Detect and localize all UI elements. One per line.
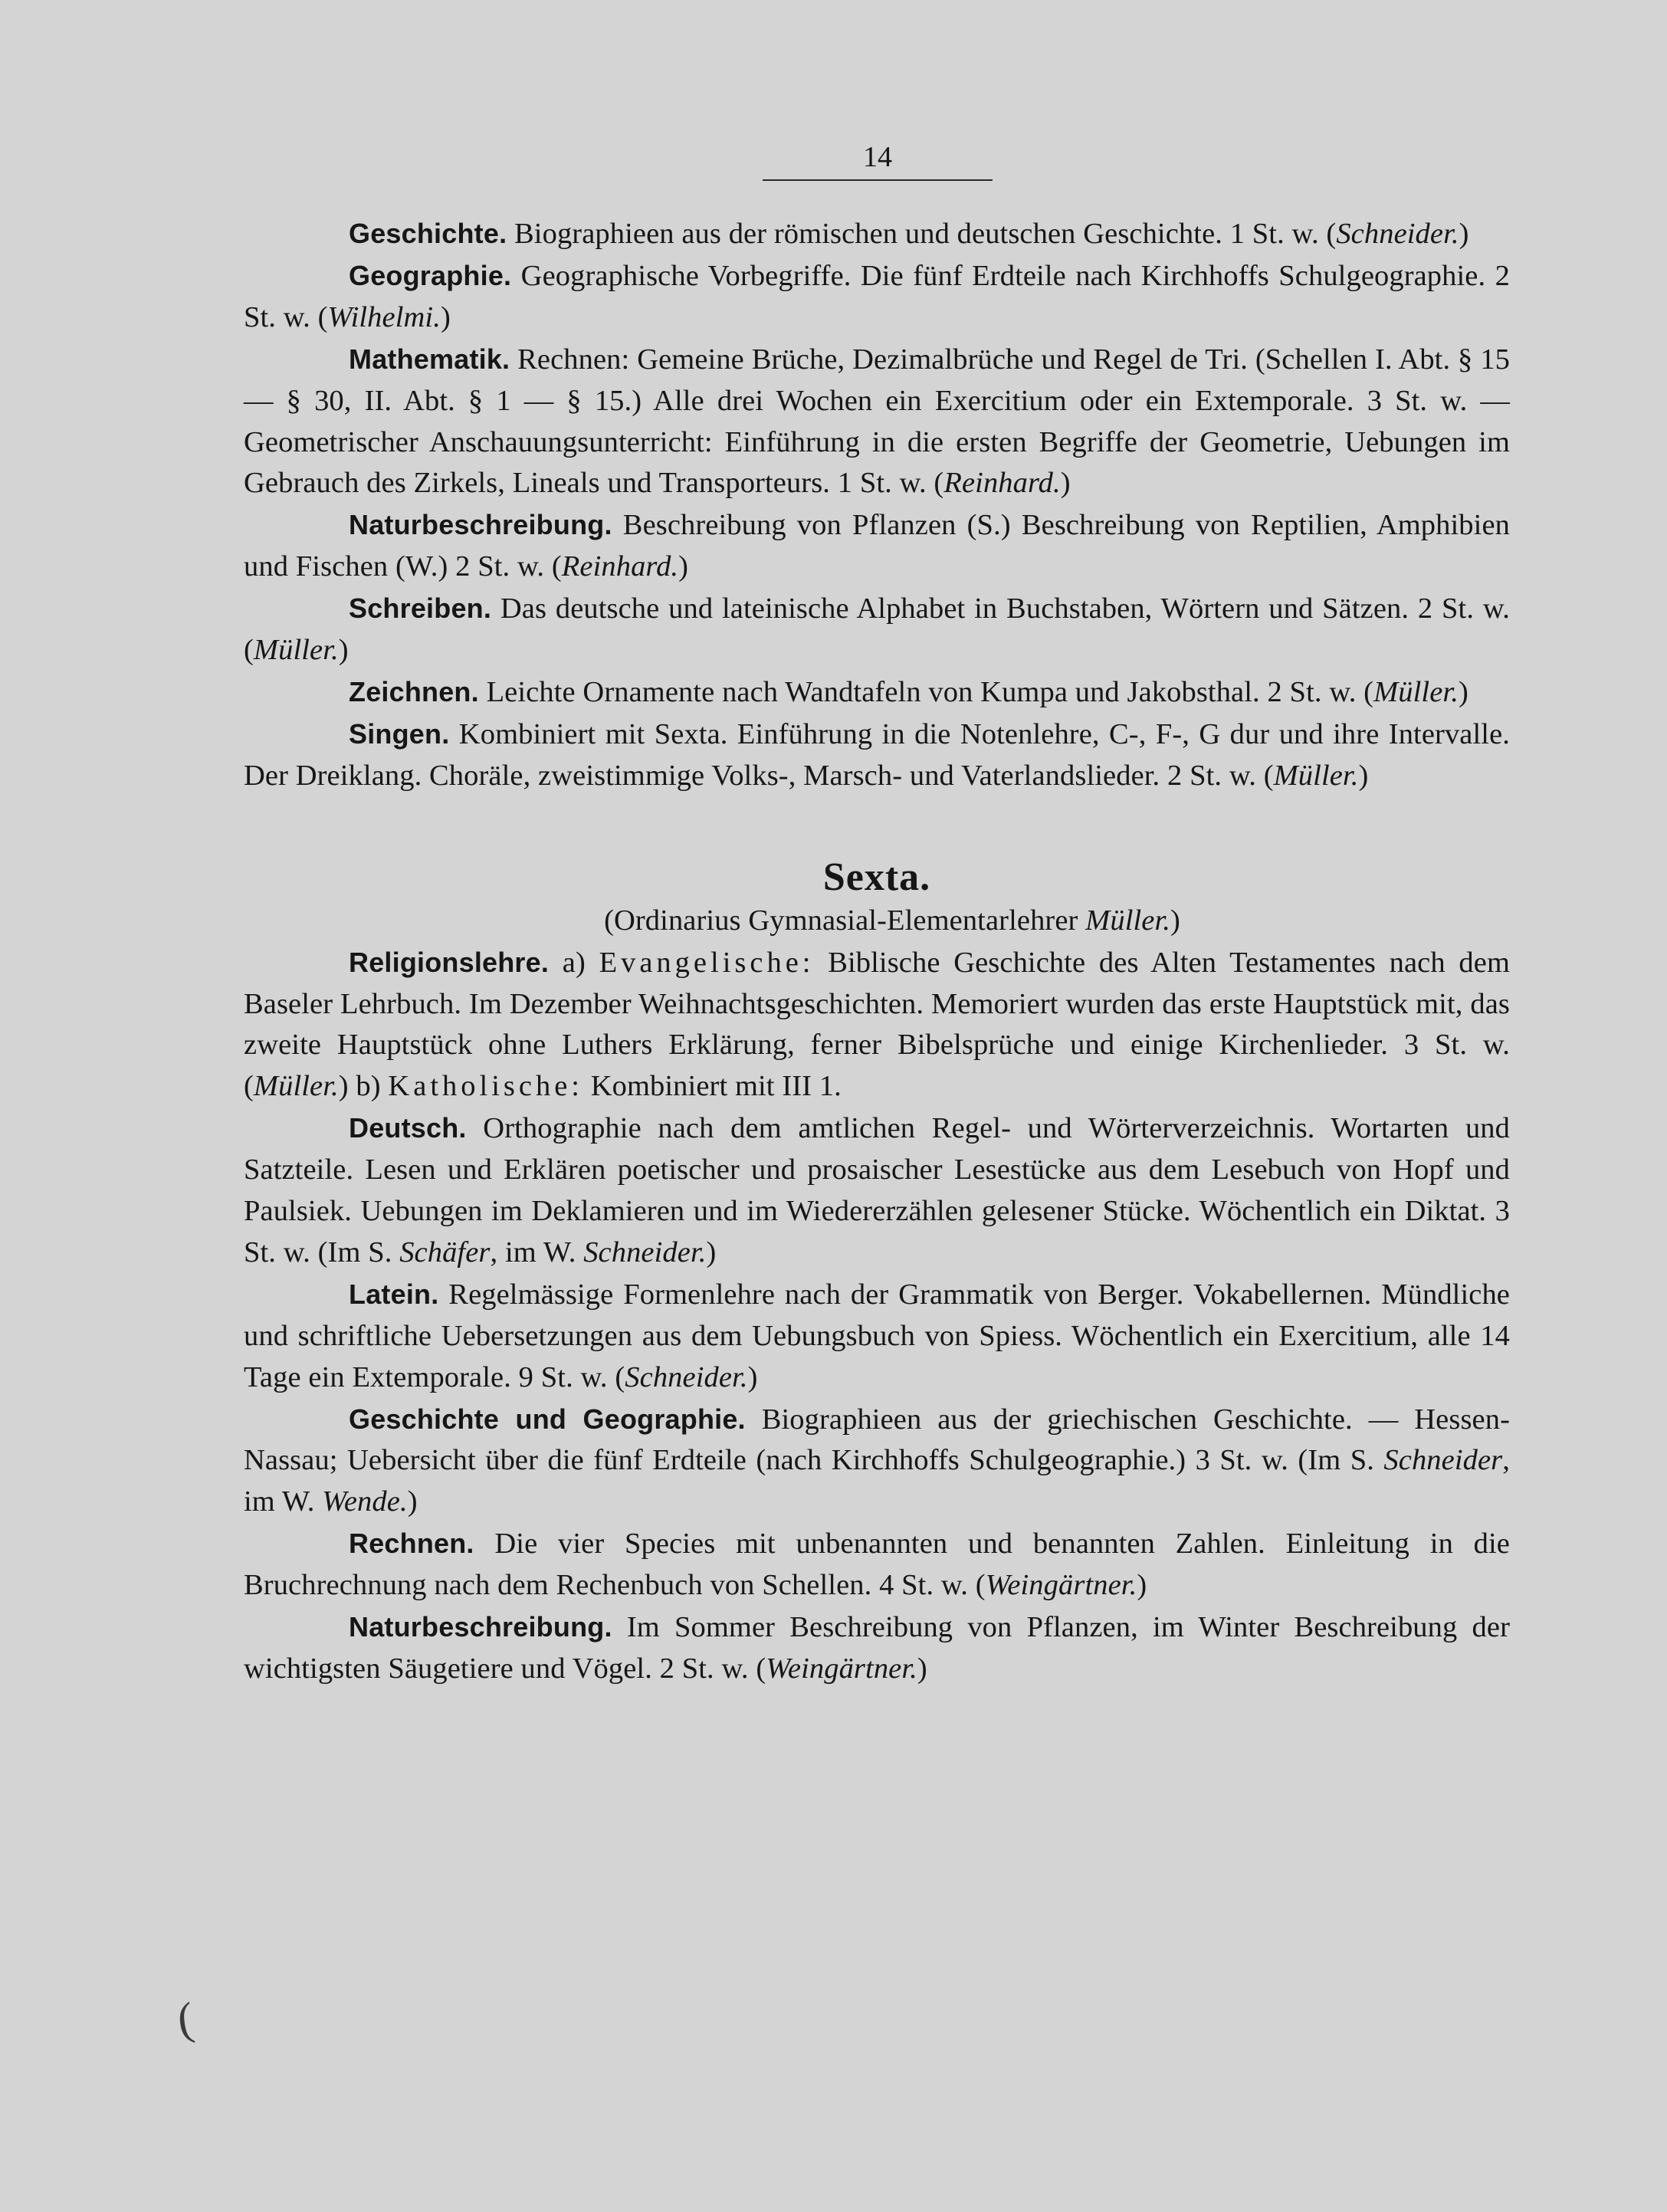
subject-paragraph (244, 588, 1510, 671)
paragraph-text: ) (338, 634, 349, 667)
subject-heading: Geschichte. (349, 218, 507, 249)
paragraph-text: ) (1459, 218, 1469, 250)
teacher-name: Weingärtner. (766, 1652, 917, 1685)
paragraph-text: Leichte Ornamente nach Wandtafeln von Kumpa und Jakobsthal. 2 St. w. ( (478, 675, 1374, 708)
subject-paragraph (244, 255, 1510, 339)
teacher-name: Müller. (253, 1070, 339, 1103)
paragraph-text: Geographische Vorbegriffe. Die fünf Erdteile nach Kirchhoffs Schulgeographie. 2 St. w. ( (244, 259, 1510, 333)
paragraph-text: Beschreibung von Pflanzen (S.) Beschreibung von Reptilien, Amphibien und Fischen (W.) 2 St. w. ( (244, 509, 1510, 583)
subject-paragraph (244, 213, 1510, 255)
spaced-emphasis: Evangelische: (599, 946, 815, 979)
paragraph-text: ) (1358, 759, 1369, 792)
paragraph-text: ) (407, 1485, 418, 1518)
teacher-name: Müller. (253, 634, 339, 667)
subject-heading: Geschichte und Geographie. (349, 1403, 746, 1435)
teacher-name: Müller. (1273, 759, 1359, 792)
subject-heading: Latein. (349, 1278, 439, 1310)
paragraph-text: ) (706, 1236, 717, 1268)
subject-list-bottom (244, 942, 1510, 1690)
paragraph-text: Orthographie nach dem amtlichen Regel- und Wörterverzeichnis. Wortarten und Satzteile. Lesen und Erklären poetischer und prosaischer Lesestücke aus dem Lesebuch von Hopf und Paulsiek. Uebungen im Deklamieren und im Wiedererzählen gelesener Stücke. Wöchentlich ein Diktat. 3 St. w. (Im S. (244, 1112, 1510, 1268)
paragraph-text: Regelmässige Formenlehre nach der Grammatik von Berger. Vokabellernen. Mündliche und schriftliche Uebersetzungen aus dem Uebungsbuch von Spiess. Wöchentlich ein Exercitium, alle 14 Tage ein Extemporale. 9 St. w. ( (244, 1278, 1510, 1393)
teacher-name: Reinhard. (561, 550, 679, 583)
subject-heading: Schreiben. (349, 592, 492, 625)
paragraph-text: Biographieen aus der griechischen Geschichte. — Hessen-Nassau; Uebersicht über die fünf Erdteile (nach Kirchhoffs Schulgeographie.) 3 St. w. (Im S. (244, 1403, 1510, 1477)
subject-heading: Rechnen. (349, 1528, 474, 1560)
teacher-name: Schneider. (625, 1360, 748, 1393)
section-subtitle (244, 901, 1510, 942)
subtitle-prefix: (Ordinarius Gymnasial-Elementarlehrer (604, 904, 1086, 937)
subject-heading: Mathematik. (349, 343, 510, 375)
paragraph-text: Biblische Geschichte des Alten Testamentes nach dem Baseler Lehrbuch. Im Dezember Weihnachtsgeschichten. Memoriert wurden das erste Hauptstück mit, das zweite Hauptstück ohne Luthers Erklärung, ferner Bibelsprüche und einige Kirchenlieder. 3 St. w. ( (244, 946, 1510, 1103)
teacher-name: Müller. (1373, 675, 1459, 708)
paragraph-text: a) (549, 946, 599, 979)
subject-paragraph (244, 1523, 1510, 1606)
teacher-name: Wilhelmi. (327, 300, 441, 333)
spaced-emphasis: Katholische: (388, 1070, 584, 1103)
paragraph-text: Im Sommer Beschreibung von Pflanzen, im Winter Beschreibung der wichtigsten Säugetiere und Vögel. 2 St. w. ( (244, 1611, 1510, 1685)
page-number: 14 (863, 141, 892, 173)
paragraph-text: , im W. (490, 1236, 584, 1268)
subject-paragraph (244, 714, 1510, 797)
margin-pencil-mark: ( (174, 1992, 197, 2046)
subtitle-teacher: Müller. (1085, 904, 1171, 937)
subject-paragraph (244, 942, 1510, 1108)
subject-paragraph (244, 504, 1510, 588)
teacher-name: Schäfer (399, 1236, 491, 1268)
paragraph-text: ) (1137, 1569, 1147, 1602)
subtitle-suffix: ) (1170, 904, 1180, 937)
paragraph-text: Biographieen aus der römischen und deutschen Geschichte. 1 St. w. ( (507, 218, 1337, 250)
teacher-name: Weingärtner. (985, 1569, 1137, 1602)
subject-heading: Religionslehre. (349, 946, 550, 978)
paragraph-text: ) (747, 1360, 758, 1393)
teacher-name: Reinhard. (943, 467, 1061, 500)
page-number-rule (763, 179, 993, 181)
teacher-name: Schneider. (583, 1236, 707, 1268)
subject-heading: Naturbeschreibung. (349, 509, 612, 541)
paragraph-text: ) (1060, 467, 1071, 500)
paragraph-text: , im W. (244, 1444, 1510, 1518)
paragraph-text: ) (917, 1652, 927, 1685)
paragraph-text: ) (440, 300, 451, 333)
subject-heading: Zeichnen. (349, 675, 479, 707)
subject-paragraph (244, 339, 1510, 505)
subject-paragraph (244, 1606, 1510, 1690)
subject-heading: Singen. (349, 717, 450, 750)
teacher-name: Wende. (322, 1485, 408, 1518)
paragraph-text: ) (678, 550, 689, 583)
subject-heading: Naturbeschreibung. (349, 1611, 612, 1643)
teacher-name: Schneider. (1336, 218, 1459, 250)
subject-heading: Geographie. (349, 259, 512, 291)
subject-list-top (244, 213, 1510, 797)
section-title: Sexta. (822, 855, 931, 899)
subject-paragraph (244, 1399, 1510, 1524)
paragraph-text: Kombiniert mit III 1. (583, 1070, 842, 1103)
body-text (244, 213, 1510, 1690)
teacher-name: Schneider (1383, 1444, 1503, 1477)
paragraph-text: ) b) (338, 1070, 389, 1103)
subject-heading: Deutsch. (349, 1112, 467, 1144)
subject-paragraph (244, 671, 1510, 714)
subject-paragraph (244, 1108, 1510, 1274)
paragraph-text: Die vier Species mit unbenannten und benannten Zahlen. Einleitung in die Bruchrechnung nach dem Rechenbuch von Schellen. 4 St. w. ( (244, 1528, 1510, 1602)
paragraph-text: Kombiniert mit Sexta. Einführung in die Notenlehre, C-, F-, G dur und ihre Intervalle. Der Dreiklang. Choräle, zweistimmige Volks-, Marsch- und Vaterlandslieder. 2 St. w. ( (244, 717, 1510, 792)
subject-paragraph (244, 1274, 1510, 1399)
paragraph-text: ) (1458, 675, 1468, 708)
paragraph-text: Das deutsche und lateinische Alphabet in Buchstaben, Wörtern und Sätzen. 2 St. w. ( (244, 592, 1510, 667)
paragraph-text: Rechnen: Gemeine Brüche, Dezimalbrüche und Regel de Tri. (Schellen I. Abt. § 15 — § 30, II. Abt. § 1 — § 15.) Alle drei Wochen ein Exercitium oder ein Extemporale. 3 St. w. — Geometrischer Anschauungsunterricht: Einführung in die ersten Begriffe der Geometrie, Uebungen im Gebrauch des Zirkels, Lineals und Transporteurs. 1 St. w. ( (244, 343, 1510, 500)
